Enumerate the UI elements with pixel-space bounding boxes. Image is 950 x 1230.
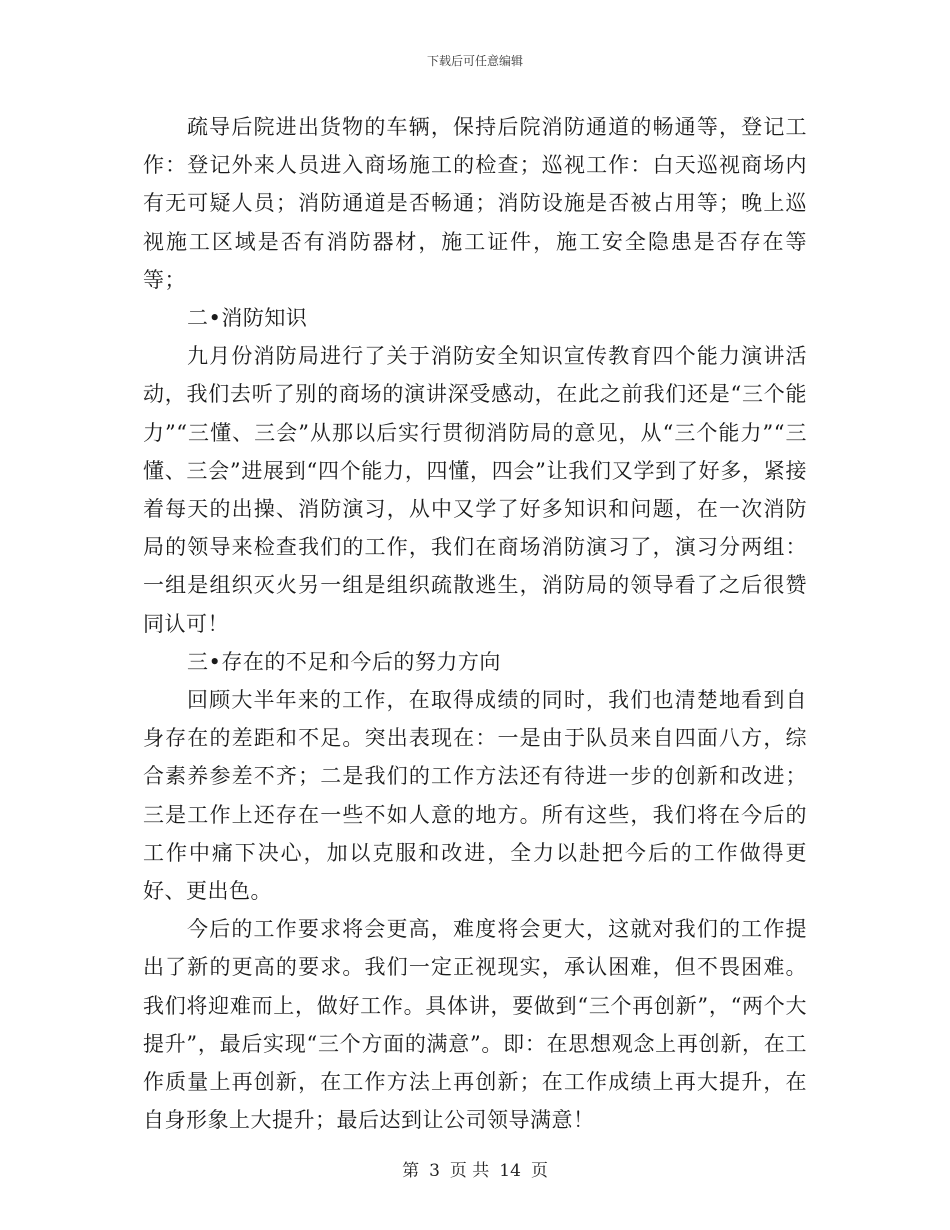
document-body	[143, 108, 807, 1139]
footer-prefix: 第	[402, 1161, 420, 1181]
section-heading-fire-knowledge: 二•消防知识	[187, 306, 308, 331]
footer-suffix: 页	[530, 1161, 548, 1181]
section-heading-shortcomings: 三•存在的不足和今后的努力方向	[187, 649, 501, 674]
current-page-number: 3	[429, 1161, 440, 1181]
page-footer	[0, 1156, 950, 1181]
paragraph-patrol-duties: 疏导后院进出货物的车辆，保持后院消防通道的畅通等，登记工作：登记外来人员进入商场施工的检查；巡视工作：白天巡视商场内有无可疑人员；消防通道是否畅通；消防设施是否被占用等；晚上巡视施工区域是否有消防器材，施工证件，施工安全隐患是否存在等等；	[143, 115, 807, 292]
paragraph-fire-knowledge: 九月份消防局进行了关于消防安全知识宣传教育四个能力演讲活动，我们去听了别的商场的演讲深受感动，在此之前我们还是“三个能力”“三懂、三会”从那以后实行贯彻消防局的意见，从“三个能力”“三懂、三会”进展到“四个能力，四懂，四会”让我们又学到了好多，紧接着每天的出操、消防演习，从中又学了好多知识和问题，在一次消防局的领导来检查我们的工作，我们在商场消防演习了，演习分两组：一组是组织灭火另一组是组织疏散逃生，消防局的领导看了之后很赞同认可！	[143, 344, 807, 636]
total-page-count: 14	[499, 1161, 521, 1181]
page-header: 下载后可任意编辑	[426, 54, 523, 68]
footer-middle: 页 共	[449, 1161, 490, 1181]
paragraph-future-goals: 今后的工作要求将会更高，难度将会更大，这就对我们的工作提出了新的更高的要求。我们一定正视现实，承认困难，但不畏困难。我们将迎难而上，做好工作。具体讲，要做到“三个再创新”，“两个大提升”，最后实现“三个方面的满意”。即：在思想观念上再创新，在工作质量上再创新，在工作方法上再创新；在工作成绩上再大提升，在自身形象上大提升；最后达到让公司领导满意！	[143, 917, 807, 1133]
paragraph-shortcomings: 回顾大半年来的工作，在取得成绩的同时，我们也清楚地看到自身存在的差距和不足。突出表现在：一是由于队员来自四面八方，综合素养参差不齐；二是我们的工作方法还有待进一步的创新和改进；三是工作上还存在一些不如人意的地方。所有这些，我们将在今后的工作中痛下决心，加以克服和改进，全力以赴把今后的工作做得更好、更出色。	[143, 688, 807, 904]
